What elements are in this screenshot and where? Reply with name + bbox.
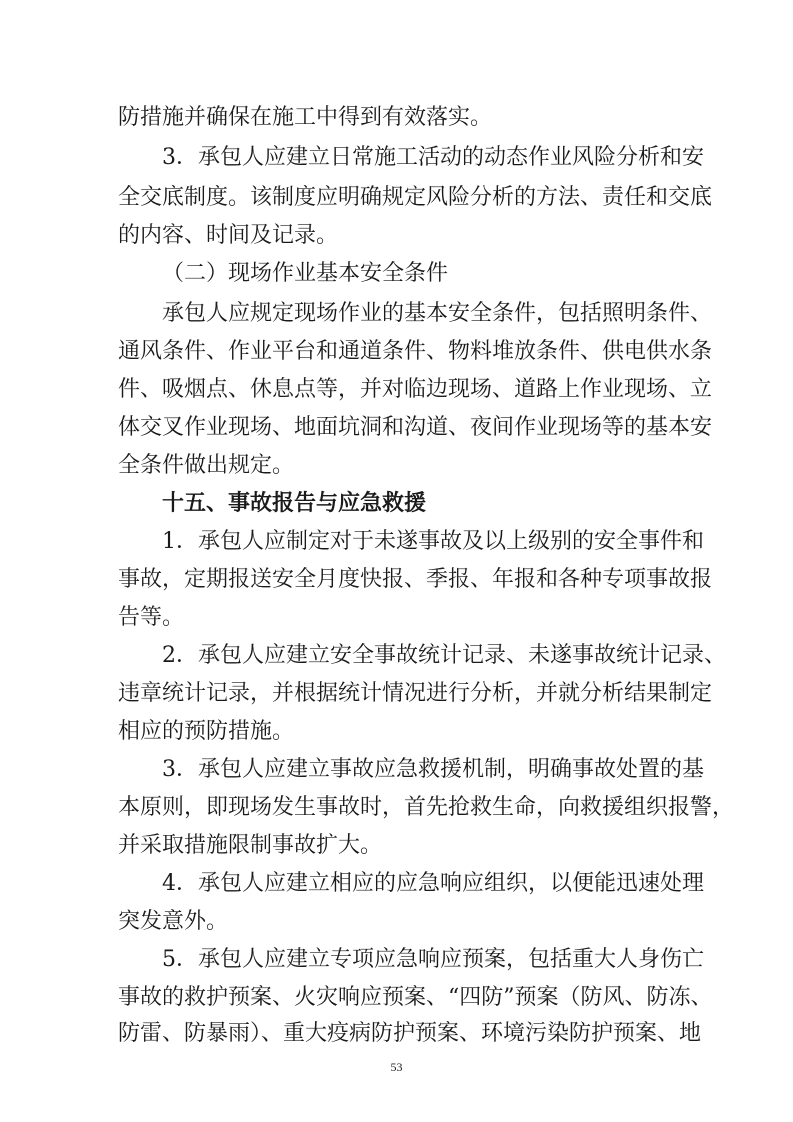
text-line: 告等。 <box>118 605 185 630</box>
section-subtitle: （二）现场作业基本安全条件 <box>162 261 449 286</box>
text-line: 防措施并确保在施工中得到有效落实。 <box>118 105 493 130</box>
text-line: 并采取措施限制事故扩大。 <box>118 833 383 858</box>
text-line: 通风条件、作业平台和通道条件、物料堆放条件、供电供水条 <box>118 339 713 364</box>
text-line: 体交叉作业现场、地面坑洞和沟道、夜间作业现场等的基本安 <box>118 415 713 440</box>
text-line: 的内容、时间及记录。 <box>118 223 339 248</box>
text-line: 防雷、防暴雨）、重大疫病防护预案、环境污染防护预案、地 <box>118 1021 702 1046</box>
section-heading: 十五、事故报告与应急救援 <box>162 491 427 516</box>
text-line: 5．承包人应建立专项应急响应预案，包括重大人身伤亡 <box>162 947 704 972</box>
text-line: 全条件做出规定。 <box>118 453 295 478</box>
text-line: 相应的预防措施。 <box>118 719 295 744</box>
text-line: 2．承包人应建立安全事故统计记录、未遂事故统计记录、 <box>162 643 726 668</box>
text-line: 事故，定期报送安全月度快报、季报、年报和各种专项事故报 <box>118 567 713 592</box>
text-line: 违章统计记录，并根据统计情况进行分析，并就分析结果制定 <box>118 681 713 706</box>
text-line: 件、吸烟点、休息点等，并对临边现场、道路上作业现场、立 <box>118 377 713 402</box>
text-line: 3．承包人应建立日常施工活动的动态作业风险分析和安 <box>162 145 704 170</box>
text-line: 突发意外。 <box>118 909 229 934</box>
text-line: 3．承包人应建立事故应急救援机制，明确事故处置的基 <box>162 757 704 782</box>
page-number: 53 <box>390 1060 403 1074</box>
text-line: 1．承包人应制定对于未遂事故及以上级别的安全事件和 <box>162 529 704 554</box>
text-line: 全交底制度。该制度应明确规定风险分析的方法、责任和交底 <box>118 185 713 210</box>
text-line: 承包人应规定现场作业的基本安全条件，包括照明条件、 <box>162 301 713 326</box>
text-line: 事故的救护预案、火灾响应预案、“四防”预案（防风、防冻、 <box>118 985 713 1010</box>
text-line: 本原则，即现场发生事故时，首先抢救生命，向救援组织报警， <box>118 795 735 820</box>
text-line: 4．承包人应建立相应的应急响应组织，以便能迅速处理 <box>162 871 704 896</box>
